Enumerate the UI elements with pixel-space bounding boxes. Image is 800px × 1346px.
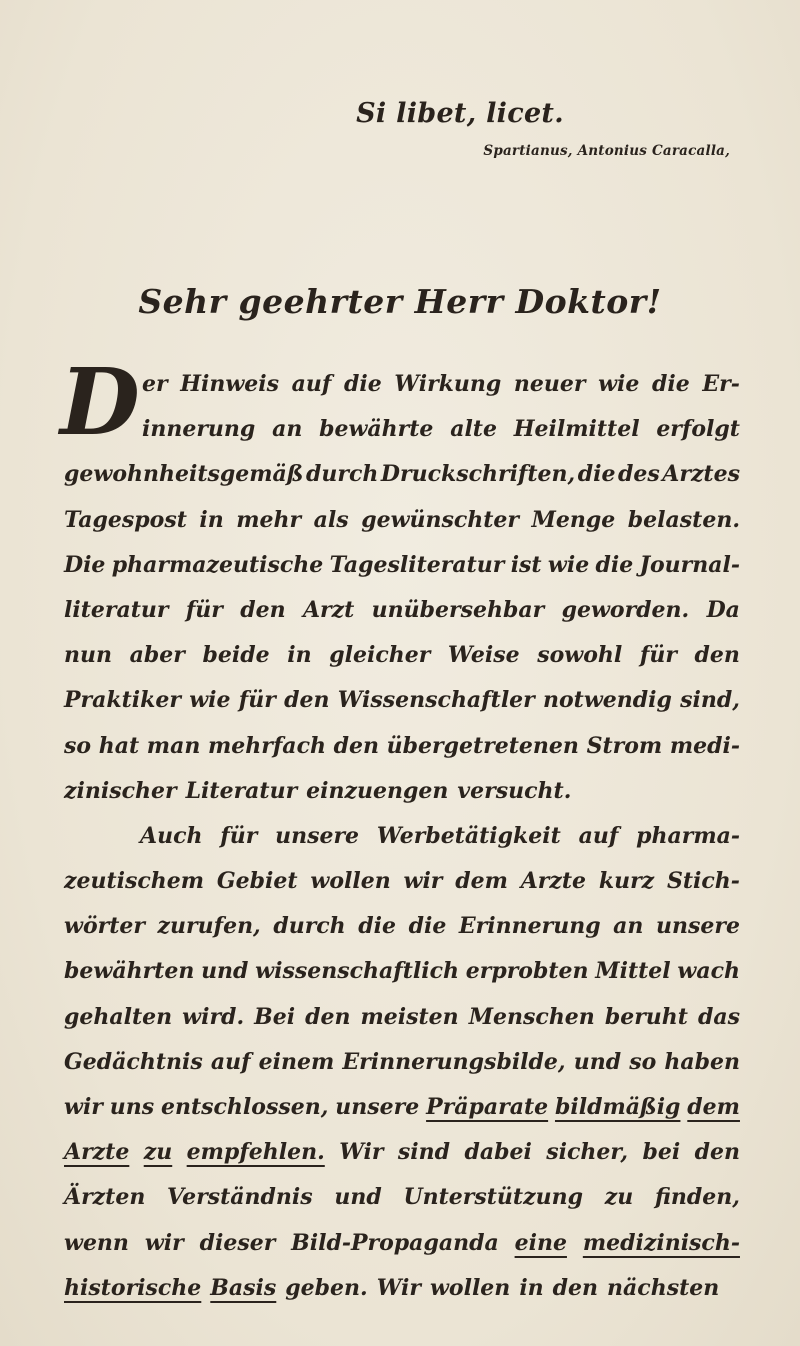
- word: auf: [210, 1048, 251, 1075]
- word: empfehlen.: [186, 1139, 325, 1166]
- word: einzuengen: [306, 777, 449, 804]
- word: beruht: [604, 1003, 688, 1030]
- word: Unterstützung: [403, 1184, 583, 1211]
- word: die: [652, 371, 690, 397]
- word: medizinisch-: [582, 1229, 740, 1256]
- word: Weise: [447, 642, 520, 669]
- word: entschlossen,: [161, 1094, 329, 1120]
- word: Die: [64, 551, 106, 578]
- word: die: [595, 551, 634, 578]
- word: auf: [578, 822, 619, 849]
- text-line: [64, 1175, 740, 1220]
- word: finden,: [654, 1184, 740, 1211]
- word: unsere: [655, 913, 740, 940]
- word: wörter: [64, 913, 145, 940]
- word: Bild-Propaganda: [291, 1229, 499, 1256]
- word: Verständnis: [167, 1184, 313, 1211]
- word: Praktiker: [64, 687, 181, 714]
- word: so: [629, 1048, 657, 1075]
- word: einem: [258, 1048, 335, 1075]
- word: Arzte: [64, 1139, 130, 1166]
- word: beide: [202, 642, 270, 669]
- drop-cap: D: [60, 348, 140, 456]
- word: dem: [687, 1094, 740, 1120]
- word: wissenschaftlich: [255, 958, 459, 985]
- word: medi-: [669, 732, 740, 759]
- word: Menschen: [468, 1003, 595, 1030]
- word: durch: [306, 461, 379, 488]
- word: zinischer: [64, 777, 177, 804]
- word: Basis: [210, 1274, 277, 1301]
- word: Tagesliteratur: [329, 551, 505, 578]
- word: erfolgt: [656, 416, 740, 443]
- word: den: [284, 687, 330, 714]
- text-line: [64, 1266, 740, 1311]
- word: wollen: [310, 868, 391, 895]
- word: das: [697, 1003, 740, 1030]
- word: eine: [514, 1229, 567, 1256]
- word: für: [238, 687, 276, 714]
- word: Arzt: [302, 596, 355, 623]
- word: sicher,: [546, 1139, 629, 1166]
- word: durch: [273, 913, 346, 940]
- text-line: [64, 769, 740, 814]
- word: neuer: [513, 371, 586, 397]
- text-line: [64, 498, 740, 543]
- word: dieser: [199, 1229, 276, 1256]
- motto-text: Si libet, licet.: [356, 98, 564, 129]
- word: Wir: [376, 1274, 421, 1301]
- word: die: [408, 913, 447, 940]
- word: gehalten: [64, 1003, 173, 1030]
- word: zu: [604, 1184, 634, 1211]
- word: wird.: [182, 1003, 245, 1030]
- word: wie: [598, 371, 640, 397]
- word: Tagespost: [64, 506, 187, 533]
- word: unübersehbar: [371, 596, 545, 623]
- word: die: [344, 371, 382, 397]
- word: hat: [98, 732, 140, 759]
- word: Gebiet: [216, 868, 298, 895]
- word: geworden.: [561, 596, 690, 623]
- word: den: [240, 596, 286, 623]
- word: meisten: [360, 1003, 459, 1030]
- word: in: [519, 1274, 544, 1301]
- word: den: [694, 642, 740, 669]
- word: aber: [129, 642, 185, 669]
- word: Hinweis: [180, 371, 280, 397]
- word: ist: [510, 551, 542, 578]
- word: Menge: [531, 506, 616, 533]
- text-line: [64, 995, 740, 1040]
- text-line: [64, 543, 740, 588]
- motto-attribution: Spartianus, Antonius Caracalla,: [483, 143, 730, 159]
- word: haben: [664, 1048, 740, 1075]
- text-line: [64, 724, 740, 769]
- word: Wir: [339, 1139, 384, 1166]
- word: für: [220, 822, 258, 849]
- word: pharma-: [636, 822, 740, 849]
- word: und: [334, 1184, 382, 1211]
- word: die: [358, 913, 396, 940]
- word: den: [305, 1003, 351, 1030]
- word: Werbetätigkeit: [376, 822, 561, 849]
- word: nächsten: [607, 1274, 720, 1301]
- word: die: [577, 461, 616, 488]
- word: wach: [677, 958, 740, 985]
- word: mehrfach: [207, 732, 326, 759]
- word: Druckschriften,: [380, 461, 576, 488]
- word: Arzte: [520, 868, 587, 895]
- word: gleicher: [329, 642, 431, 669]
- text-line: [64, 949, 740, 994]
- word: und: [573, 1048, 622, 1075]
- word: man: [146, 732, 201, 759]
- word: Da: [706, 596, 740, 623]
- word: Auch: [140, 822, 203, 849]
- word: den: [694, 1139, 740, 1166]
- word: Arztes: [662, 461, 740, 488]
- word: belasten.: [627, 506, 740, 533]
- word: gewünschter: [361, 506, 520, 533]
- word: übergetretenen: [386, 732, 579, 759]
- word: dem: [455, 868, 508, 895]
- text-line: [64, 407, 740, 452]
- word: kurz: [598, 868, 655, 895]
- word: gewohnheitsgemäß: [64, 461, 304, 488]
- text-line: [64, 452, 740, 497]
- text-line: [64, 633, 740, 678]
- word: wie: [189, 687, 231, 714]
- word: Heilmittel: [513, 416, 640, 443]
- word: wir: [64, 1094, 103, 1120]
- text-line: [64, 1085, 740, 1130]
- word: und: [201, 958, 249, 985]
- word: bewährten: [64, 958, 195, 985]
- word: in: [199, 506, 224, 533]
- word: versucht.: [457, 777, 572, 804]
- word: Ärzten: [64, 1184, 146, 1211]
- word: Wirkung: [394, 371, 502, 397]
- word: dabei: [464, 1139, 532, 1166]
- letter-body: [60, 348, 740, 1311]
- text-line: [64, 588, 740, 633]
- word: den: [552, 1274, 599, 1301]
- salutation: Sehr geehrter Herr Doktor!: [138, 282, 662, 321]
- word: Bei: [254, 1003, 296, 1030]
- motto: [0, 98, 800, 129]
- word: Gedächtnis: [64, 1048, 203, 1075]
- word: Erinnerung: [458, 913, 601, 940]
- word: wie: [547, 551, 590, 578]
- text-line: [64, 859, 740, 904]
- text-line: [64, 1040, 740, 1085]
- word: historische: [64, 1274, 202, 1301]
- word: zurufen,: [157, 913, 261, 940]
- word: für: [185, 596, 223, 623]
- word: nun: [64, 642, 112, 669]
- text-line: [64, 814, 740, 859]
- text-line: [64, 678, 740, 723]
- word: in: [287, 642, 312, 669]
- word: den: [333, 732, 379, 759]
- word: auf: [291, 371, 332, 397]
- word: er: [142, 371, 168, 397]
- word: bei: [642, 1139, 681, 1166]
- word: Wissenschaftler: [337, 687, 535, 714]
- word: Literatur: [185, 777, 298, 804]
- word: Mittel: [595, 958, 671, 985]
- word: uns: [109, 1094, 155, 1120]
- word: Erinnerungsbilde,: [342, 1048, 566, 1075]
- letter-lines: [64, 362, 740, 1311]
- word: so: [64, 732, 92, 759]
- word: zeutischem: [64, 868, 205, 895]
- word: Strom: [586, 732, 663, 759]
- word: als: [313, 506, 349, 533]
- word: unsere: [275, 822, 360, 849]
- word: für: [639, 642, 677, 669]
- text-line: [64, 1130, 740, 1175]
- word: wir: [403, 868, 443, 895]
- word: alte: [450, 416, 497, 443]
- word: unsere: [335, 1094, 420, 1120]
- word: Er-: [702, 371, 740, 397]
- word: zu: [143, 1139, 173, 1166]
- word: wir: [144, 1229, 184, 1256]
- word: sind,: [680, 687, 740, 714]
- word: Stich-: [666, 868, 740, 895]
- word: pharmazeutische: [111, 551, 324, 578]
- word: sowohl: [537, 642, 623, 669]
- word: notwendig: [543, 687, 672, 714]
- word: des: [618, 461, 660, 488]
- word: literatur: [64, 596, 169, 623]
- text-line: [64, 904, 740, 949]
- word: geben.: [285, 1274, 368, 1301]
- word: sind: [397, 1139, 451, 1166]
- word: an: [272, 416, 303, 443]
- word: Präparate: [426, 1094, 549, 1120]
- word: mehr: [236, 506, 302, 533]
- word: wollen: [429, 1274, 511, 1301]
- text-line: [64, 362, 740, 407]
- word: Journal-: [639, 551, 740, 578]
- word: an: [613, 913, 644, 940]
- word: bildmäßig: [554, 1094, 681, 1120]
- word: innerung: [142, 416, 256, 443]
- word: bewährte: [319, 416, 434, 443]
- word: wenn: [64, 1229, 129, 1256]
- text-line: [64, 1221, 740, 1266]
- word: erprobten: [465, 958, 589, 985]
